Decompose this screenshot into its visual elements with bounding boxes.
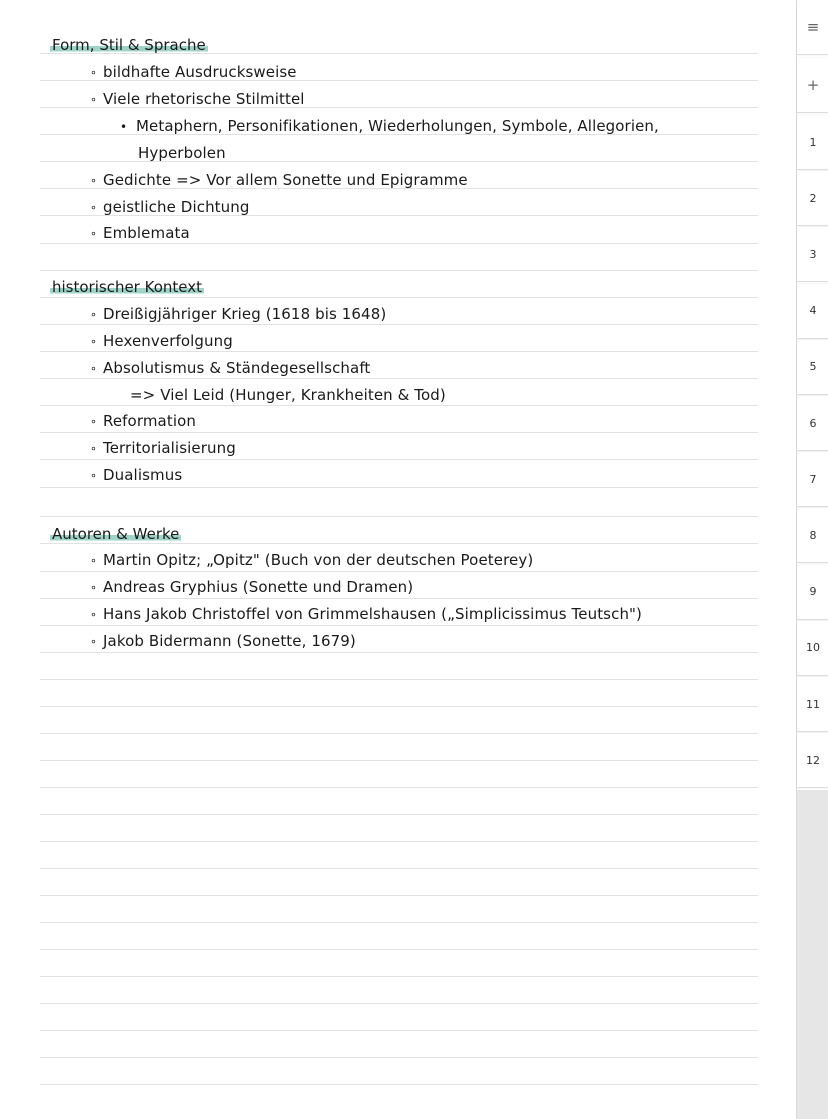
list-item: ∘ Absolutismus & Ständegesellschaft bbox=[90, 359, 371, 377]
ruled-line bbox=[40, 543, 758, 544]
sub-list-item-continued: Hyperbolen bbox=[138, 144, 226, 162]
ruled-line bbox=[40, 949, 758, 950]
ruled-line bbox=[40, 297, 758, 298]
list-item: ∘ Jakob Bidermann (Sonette, 1679) bbox=[90, 632, 356, 650]
ruled-line bbox=[40, 243, 758, 244]
ruled-line bbox=[40, 459, 758, 460]
ruled-line bbox=[40, 324, 758, 325]
arrow-note: => Viel Leid (Hunger, Krankheiten & Tod) bbox=[130, 386, 446, 404]
ruled-line bbox=[40, 976, 758, 977]
ruled-line bbox=[40, 432, 758, 433]
ruled-line bbox=[40, 571, 758, 572]
list-item: ∘ Emblemata bbox=[90, 224, 190, 242]
ruled-line bbox=[40, 760, 758, 761]
list-item: ∘ Reformation bbox=[90, 412, 196, 430]
ruled-line bbox=[40, 516, 758, 517]
list-item: ∘ Gedichte => Vor allem Sonette und Epigramme bbox=[90, 171, 468, 189]
page-tab-2[interactable]: 2 bbox=[797, 171, 828, 226]
list-item: ∘ Dualismus bbox=[90, 466, 183, 484]
page-tab-5[interactable]: 5 bbox=[797, 340, 828, 395]
list-item: ∘ Dreißigjähriger Krieg (1618 bis 1648) bbox=[90, 305, 387, 323]
list-item: ∘ Andreas Gryphius (Sonette und Dramen) bbox=[90, 578, 414, 596]
page-tab-1[interactable]: 1 bbox=[797, 115, 828, 170]
ruled-line bbox=[40, 378, 758, 379]
ruled-line bbox=[40, 270, 758, 271]
ruled-line bbox=[40, 814, 758, 815]
list-item: ∘ bildhafte Ausdrucksweise bbox=[90, 63, 297, 81]
ruled-line bbox=[40, 1057, 758, 1058]
page-tab-3[interactable]: 3 bbox=[797, 227, 828, 282]
ruled-line bbox=[40, 652, 758, 653]
ruled-line bbox=[40, 868, 758, 869]
list-item: ∘ Viele rhetorische Stilmittel bbox=[90, 90, 305, 108]
plus-icon[interactable]: + bbox=[797, 58, 828, 113]
ruled-line bbox=[40, 625, 758, 626]
list-item: ∘ Hans Jakob Christoffel von Grimmelshausen („Simplicissimus Teutsch") bbox=[90, 605, 642, 623]
page-tab-4[interactable]: 4 bbox=[797, 284, 828, 339]
ruled-line bbox=[40, 1084, 758, 1085]
sub-list-item: • Metaphern, Personifikationen, Wiederholungen, Symbole, Allegorien, bbox=[120, 117, 659, 135]
page-tab-10[interactable]: 10 bbox=[797, 621, 828, 676]
ruled-line bbox=[40, 733, 758, 734]
page-tab-11[interactable]: 11 bbox=[797, 677, 828, 732]
page-tab-6[interactable]: 6 bbox=[797, 396, 828, 451]
ruled-line bbox=[40, 405, 758, 406]
page-sidebar bbox=[796, 0, 828, 1119]
ruled-line bbox=[40, 598, 758, 599]
page-tab-8[interactable]: 8 bbox=[797, 508, 828, 563]
ruled-line bbox=[40, 841, 758, 842]
ruled-line bbox=[40, 787, 758, 788]
list-item: ∘ geistliche Dichtung bbox=[90, 198, 250, 216]
section-heading-autoren: Autoren & Werke bbox=[52, 525, 180, 543]
section-heading-form: Form, Stil & Sprache bbox=[52, 36, 206, 54]
list-item: ∘ Territorialisierung bbox=[90, 439, 236, 457]
page-tab-12[interactable]: 12 bbox=[797, 733, 828, 788]
list-item: ∘ Hexenverfolgung bbox=[90, 332, 233, 350]
ruled-line bbox=[40, 487, 758, 488]
menu-icon[interactable]: ≡ bbox=[797, 0, 828, 55]
ruled-line bbox=[40, 1030, 758, 1031]
page-tabs bbox=[797, 0, 828, 790]
list-item: ∘ Martin Opitz; „Opitz" (Buch von der deutschen Poeterey) bbox=[90, 551, 534, 569]
page-tab-7[interactable]: 7 bbox=[797, 452, 828, 507]
ruled-line bbox=[40, 351, 758, 352]
ruled-line bbox=[40, 706, 758, 707]
ruled-line bbox=[40, 895, 758, 896]
ruled-line bbox=[40, 679, 758, 680]
page-tab-9[interactable]: 9 bbox=[797, 565, 828, 620]
ruled-line bbox=[40, 922, 758, 923]
ruled-line bbox=[40, 1003, 758, 1004]
section-heading-kontext: historischer Kontext bbox=[52, 278, 202, 296]
